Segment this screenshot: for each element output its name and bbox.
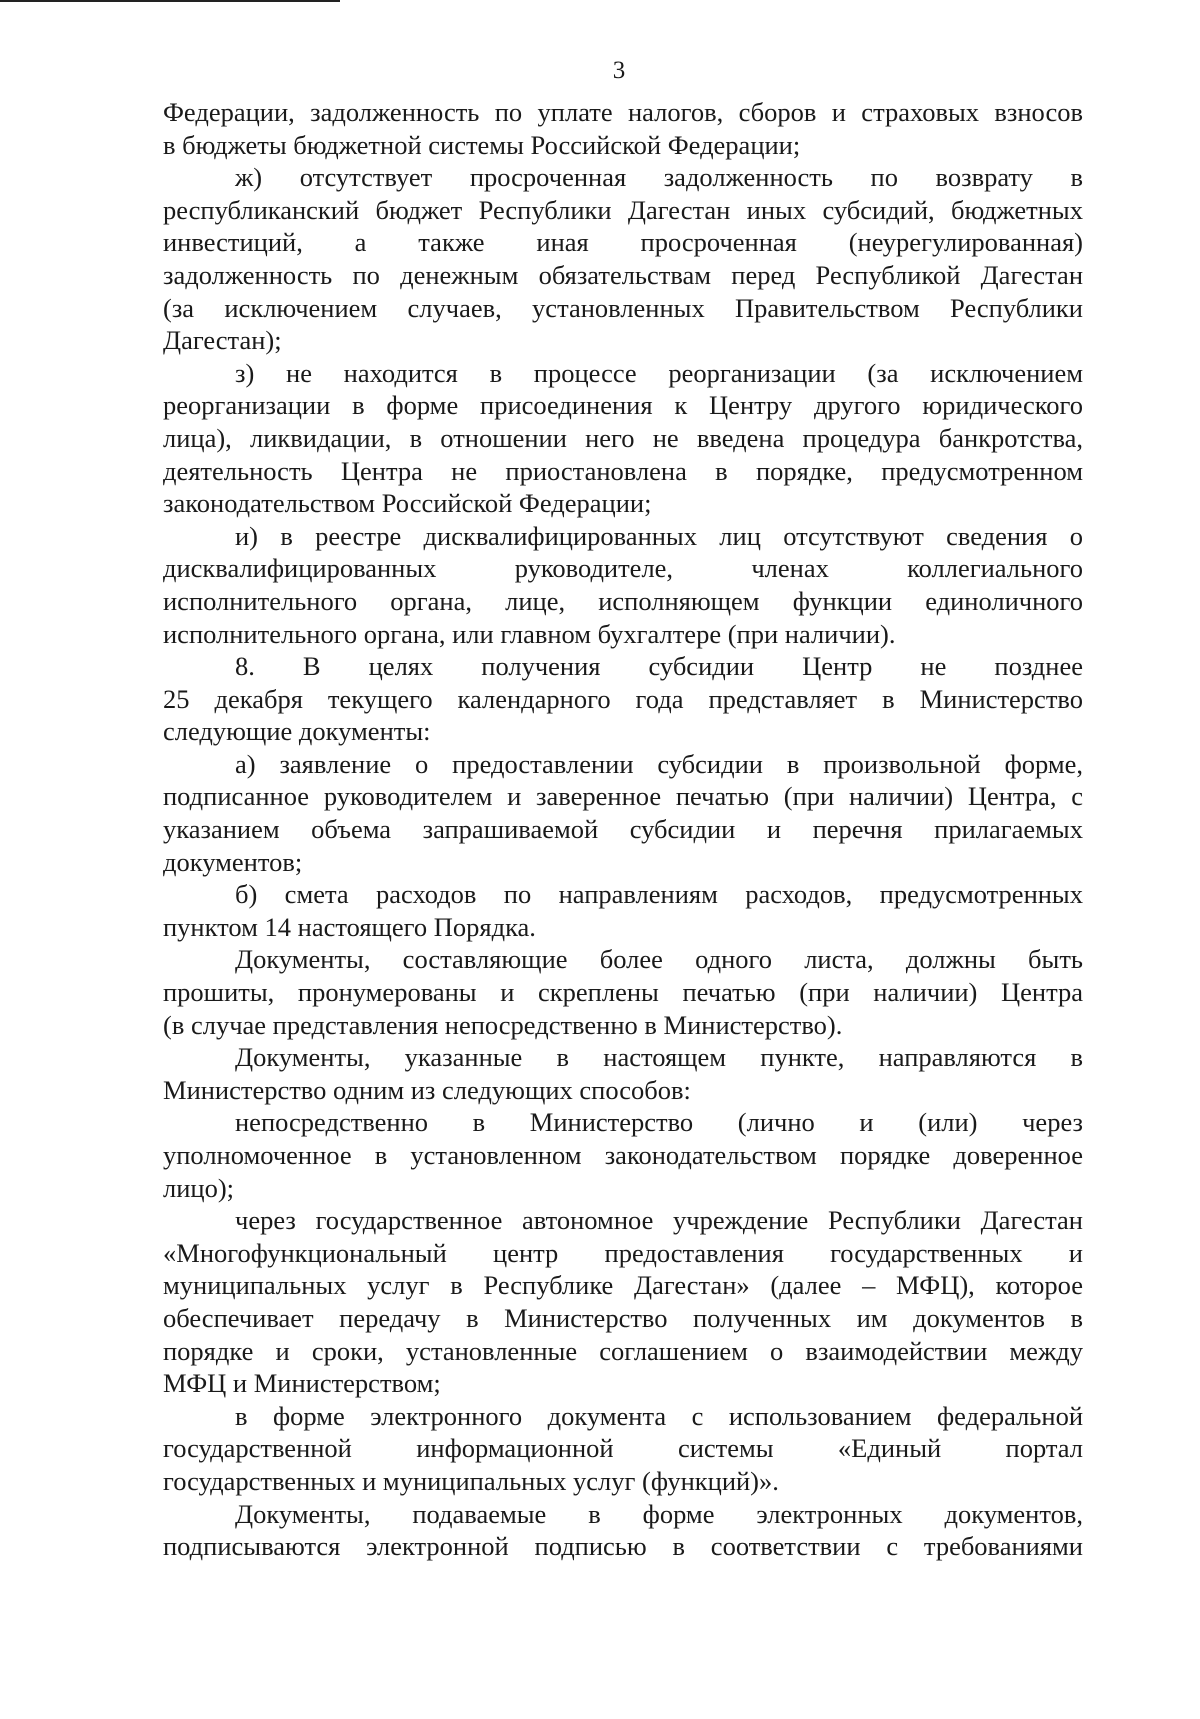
text-line: через государственное автономное учреждение Республики Дагестан xyxy=(235,1205,1083,1236)
scan-edge-line xyxy=(0,0,340,2)
text-line: муниципальных услуг в Республике Дагестан» (далее – МФЦ), которое xyxy=(163,1270,1083,1301)
text-line: государственной информационной системы «Единый портал xyxy=(163,1433,1083,1464)
text-line: непосредственно в Министерство (лично и (или) через xyxy=(235,1107,1083,1138)
text-line: МФЦ и Министерством; xyxy=(163,1368,441,1399)
text-line: законодательством Российской Федерации; xyxy=(163,488,652,519)
text-line: (в случае представления непосредственно в Министерство). xyxy=(163,1009,843,1040)
text-line: указанием объема запрашиваемой субсидии и перечня прилагаемых xyxy=(163,814,1083,845)
text-line: лицо); xyxy=(163,1172,235,1203)
text-line: Федерации, задолженность по уплате налогов, сборов и страховых взносов xyxy=(163,97,1083,127)
text-line: а) заявление о предоставлении субсидии в произвольной форме, xyxy=(235,748,1083,779)
text-line: деятельность Центра не приостановлена в порядке, предусмотренном xyxy=(163,455,1083,486)
text-line: (за исключением случаев, установленных Правительством Республики xyxy=(163,292,1083,323)
text-line: в форме электронного документа с использованием федеральной xyxy=(235,1400,1083,1431)
text-line: подписанное руководителем и заверенное печатью (при наличии) Центра, с xyxy=(163,781,1083,812)
page-number: 3 xyxy=(612,57,626,84)
text-line: ж) отсутствует просроченная задолженность по возврату в xyxy=(235,162,1083,193)
text-line: 8. В целях получения субсидии Центр не позднее xyxy=(235,651,1083,682)
text-line: в бюджеты бюджетной системы Российской Федерации; xyxy=(163,129,801,160)
text-line: пунктом 14 настоящего Порядка. xyxy=(163,911,536,942)
document-body xyxy=(163,96,1083,1563)
text-line: Документы, подаваемые в форме электронных документов, xyxy=(235,1498,1083,1529)
text-line: обеспечивает передачу в Министерство полученных им документов в xyxy=(163,1302,1083,1333)
text-line: документов; xyxy=(163,846,303,877)
text-line: задолженность по денежным обязательствам перед Республикой Дагестан xyxy=(163,259,1083,290)
text-line: следующие документы: xyxy=(163,716,431,747)
text-line: исполнительного органа, или главном бухгалтере (при наличии). xyxy=(163,618,896,649)
text-line: Министерство одним из следующих способов: xyxy=(163,1074,691,1105)
text-line: лица), ликвидации, в отношении него не введена процедура банкротства, xyxy=(163,422,1083,453)
text-line: Документы, указанные в настоящем пункте, направляются в xyxy=(235,1042,1083,1073)
text-line: реорганизации в форме присоединения к Центру другого юридического xyxy=(163,390,1083,421)
text-line: Документы, составляющие более одного листа, должны быть xyxy=(235,944,1083,975)
text-line: и) в реестре дисквалифицированных лиц отсутствуют сведения о xyxy=(235,520,1083,551)
text-line: з) не находится в процессе реорганизации (за исключением xyxy=(235,357,1083,388)
text-line: 25 декабря текущего календарного года представляет в Министерство xyxy=(163,683,1083,714)
text-line: исполнительного органа, лице, исполняющем функции единоличного xyxy=(163,585,1083,616)
text-line: инвестиций, а также иная просроченная (неурегулированная) xyxy=(163,227,1083,258)
text-line: порядке и сроки, установленные соглашением о взаимодействии между xyxy=(163,1335,1083,1366)
text-line: прошиты, пронумерованы и скреплены печатью (при наличии) Центра xyxy=(163,977,1083,1008)
text-line: республиканский бюджет Республики Дагестан иных субсидий, бюджетных xyxy=(163,194,1083,225)
text-line: уполномоченное в установленном законодательством порядке доверенное xyxy=(163,1140,1083,1170)
text-line: «Многофункциональный центр предоставления государственных и xyxy=(163,1237,1083,1268)
text-line: Дагестан); xyxy=(163,325,282,356)
text-line: государственных и муниципальных услуг (функций)». xyxy=(163,1465,779,1496)
text-line: подписываются электронной подписью в соответствии с требованиями xyxy=(163,1531,1083,1562)
text-line: б) смета расходов по направлениям расходов, предусмотренных xyxy=(235,879,1083,910)
text-line: дисквалифицированных руководителе, членах коллегиального xyxy=(163,553,1083,584)
